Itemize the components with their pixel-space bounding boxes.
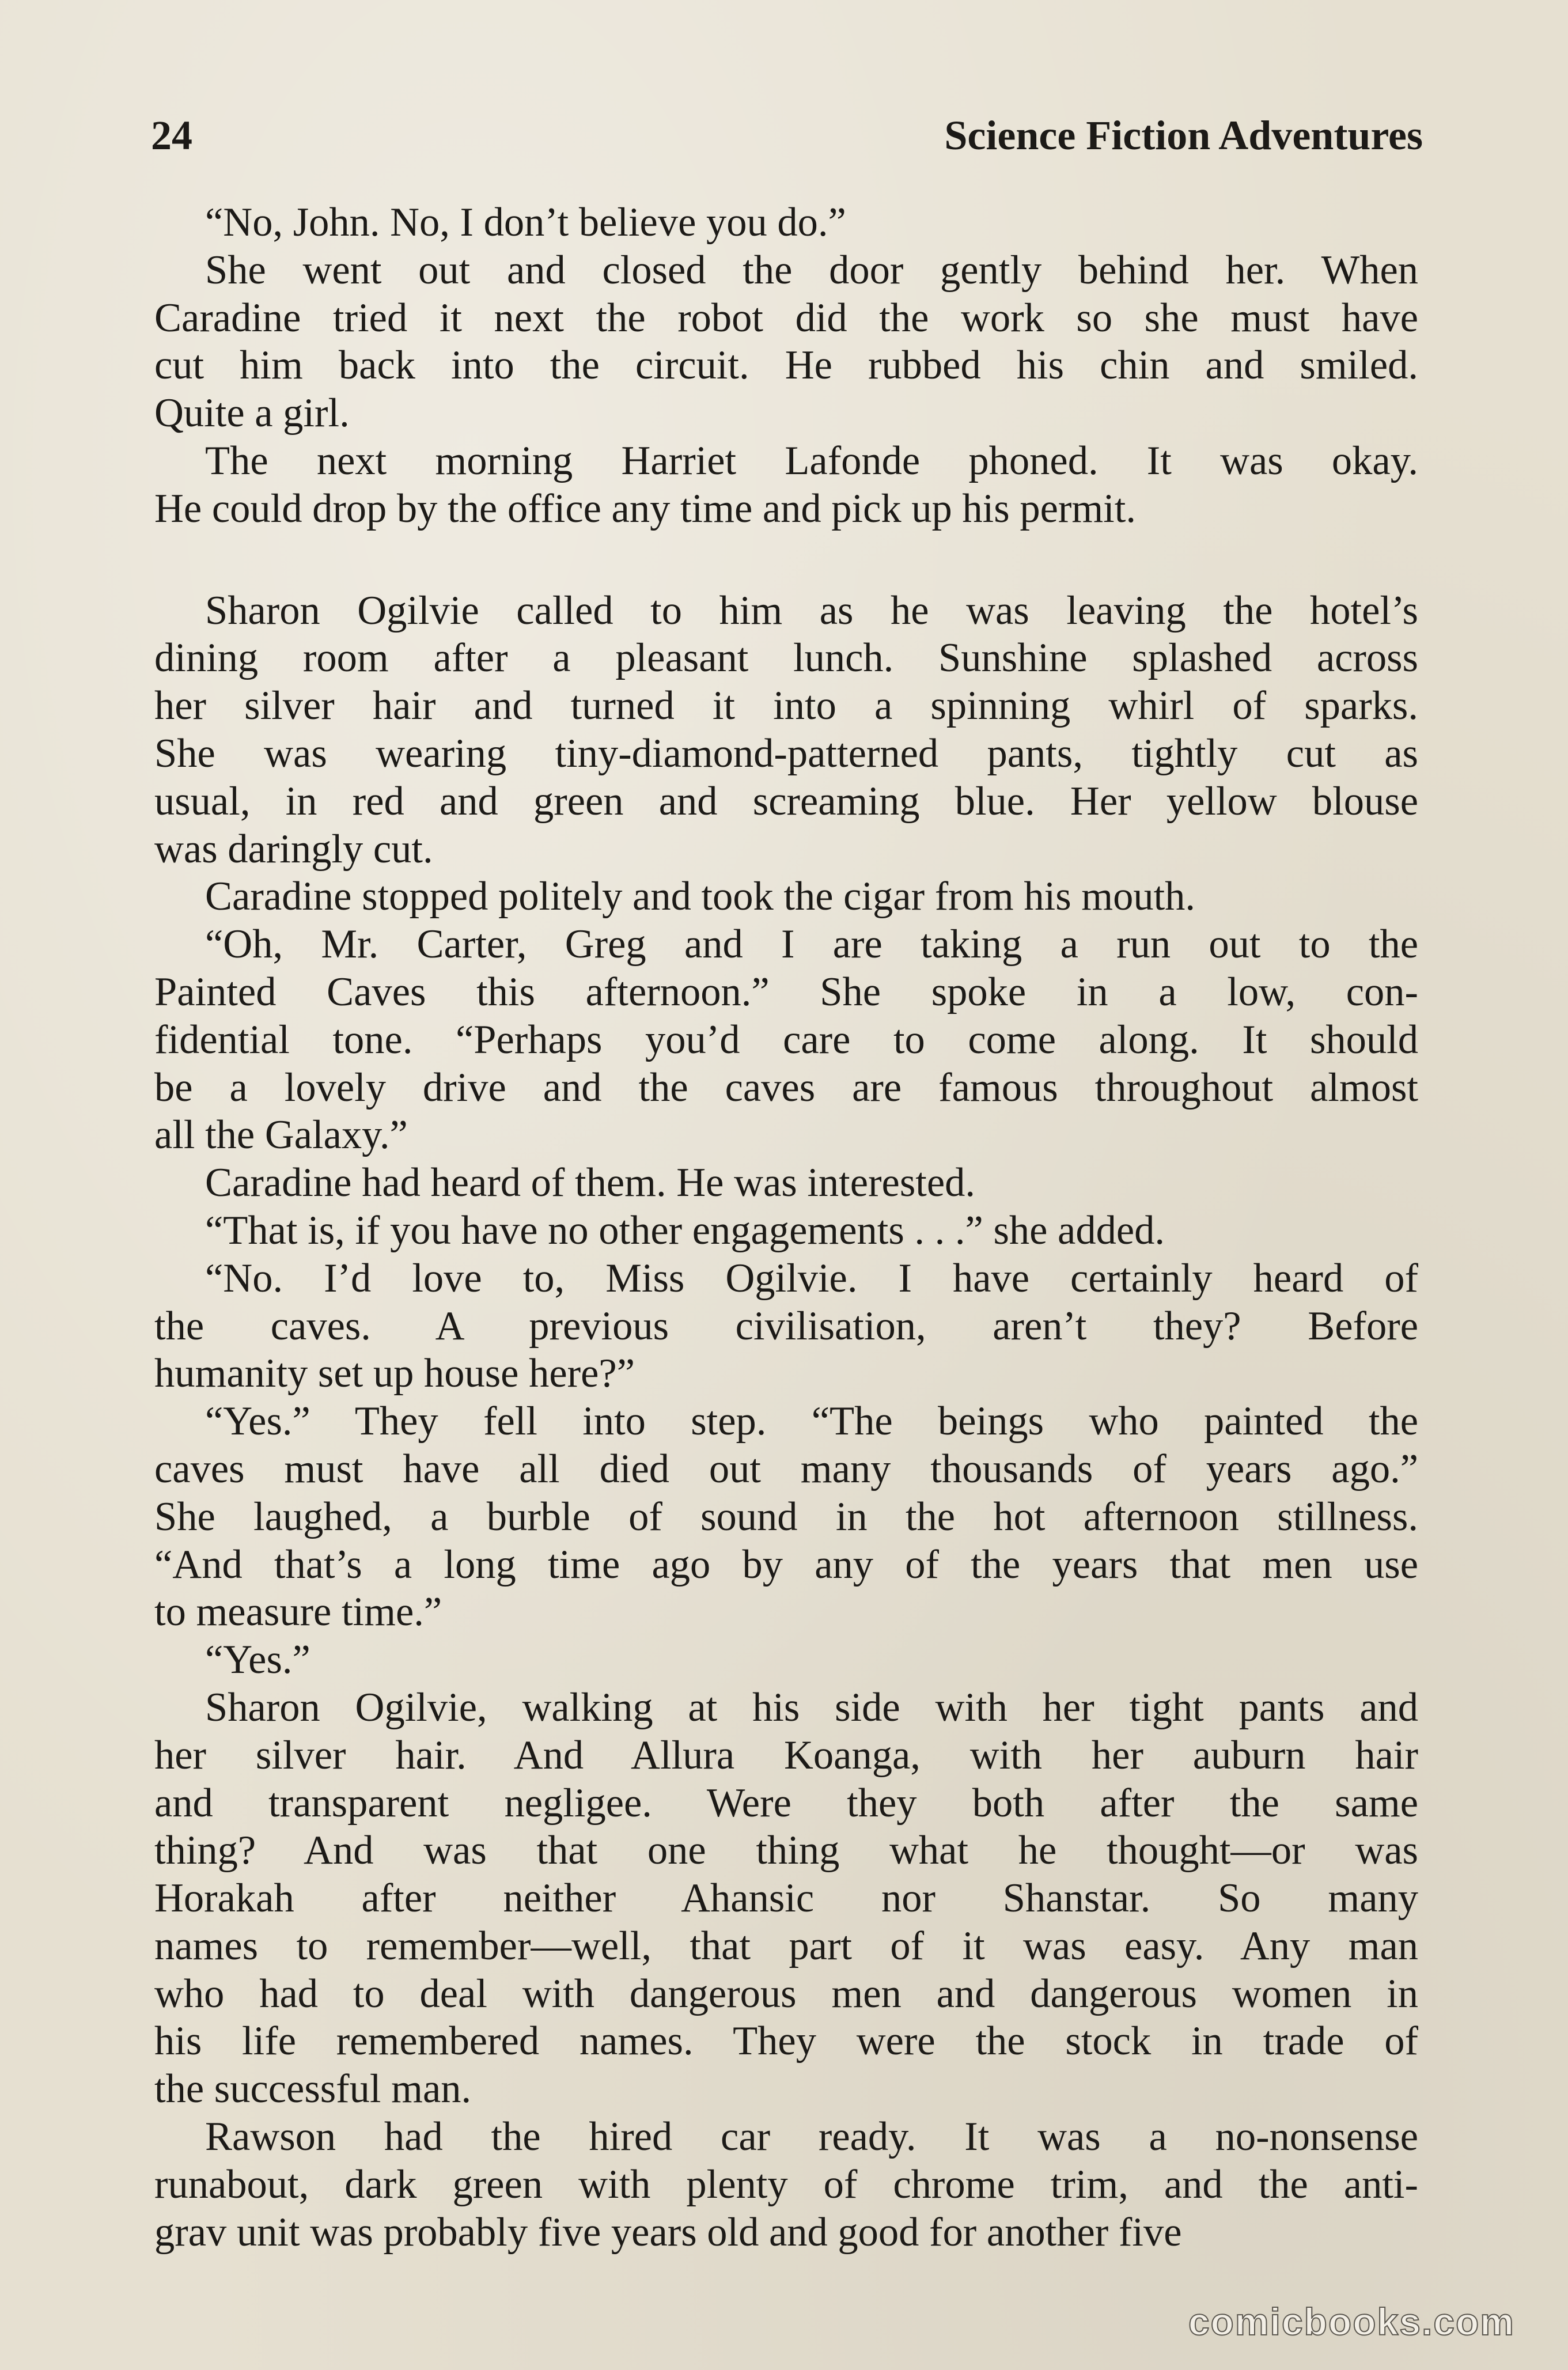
text-line: Sharon Ogilvie, walking at his side with her tight pants and [205,1684,1418,1730]
paragraph [154,1255,1418,1398]
paragraph [154,1398,1418,1636]
text-line: Caradine had heard of them. He was interested. [205,1160,976,1206]
text-line: names to remember—well, that part of it was easy. Any man [154,1923,1418,1968]
text-line: who had to deal with dangerous men and dangerous women in [154,1971,1418,2016]
paragraph [154,1636,1418,1684]
paragraph [154,1159,1418,1207]
text-line: Caradine tried it next the robot did the work so she must have [154,295,1418,340]
text-line: He could drop by the office any time and pick up his permit. [154,486,1136,531]
text-line: was daringly cut. [154,826,433,872]
text-line: her silver hair. And Allura Koanga, with her auburn hair [154,1732,1418,1778]
text-line: Rawson had the hired car ready. It was a no-nonsense [205,2114,1418,2160]
text-line: humanity set up house here?” [154,1351,635,1396]
body-text [154,199,1418,2256]
text-line: caves must have all died out many thousands of years ago.” [154,1446,1418,1491]
text-line: cut him back into the circuit. He rubbed his chin and smiled. [154,343,1418,388]
text-line: Quite a girl. [154,391,350,436]
text-line: fidential tone. “Perhaps you’d care to come along. It should [154,1017,1418,1062]
text-line: her silver hair and turned it into a spinning whirl of sparks. [154,683,1418,729]
text-line: “Yes.” [205,1637,310,1683]
publication-title: Science Fiction Adventures [944,112,1423,158]
paragraph [154,2113,1418,2256]
text-line: Sharon Ogilvie called to him as he was leaving the hotel’s [205,588,1418,633]
text-line: She went out and closed the door gently behind her. When [205,247,1418,293]
text-line: the caves. A previous civilisation, aren’t they? Before [154,1303,1418,1349]
text-line: all the Galaxy.” [154,1112,408,1158]
page-number: 24 [151,112,192,158]
text-line: “No. I’d love to, Miss Ogilvie. I have certainly heard of [205,1255,1418,1301]
text-line: The next morning Harriet Lafonde phoned. It was okay. [205,438,1418,483]
watermark-text: comicbooks.com [1188,2300,1515,2343]
paragraph [154,921,1418,1159]
text-line: Painted Caves this afternoon.” She spoke in a low, con- [154,969,1418,1014]
section-break [154,533,1418,587]
text-line: grav unit was probably five years old and good for another five [154,2209,1182,2255]
text-line: be a lovely drive and the caves are famous throughout almost [154,1065,1418,1110]
text-line: Horakah after neither Ahansic nor Shanstar. So many [154,1876,1418,1921]
text-line: “And that’s a long time ago by any of the years that men use [154,1542,1418,1587]
paragraph [154,437,1418,533]
text-line: She laughed, a burble of sound in the hot afternoon stillness. [154,1494,1418,1539]
text-line: the successful man. [154,2066,472,2112]
text-line: “Yes.” They fell into step. “The beings who painted the [205,1399,1418,1444]
text-line: dining room after a pleasant lunch. Sunshine splashed across [154,635,1418,681]
text-line: “No, John. No, I don’t believe you do.” [205,200,846,245]
paragraph [154,1207,1418,1255]
text-line: runabout, dark green with plenty of chrome trim, and the anti- [154,2161,1418,2207]
text-line: his life remembered names. They were the stock in trade of [154,2019,1418,2064]
paragraph [154,199,1418,247]
text-line: “Oh, Mr. Carter, Greg and I are taking a run out to the [205,922,1418,967]
paragraph [154,1684,1418,2113]
text-line: and transparent negligee. Were they both after the same [154,1780,1418,1826]
text-line: “That is, if you have no other engagements . . .” she added. [205,1207,1165,1253]
text-line: to measure time.” [154,1589,442,1635]
running-header [151,104,1423,167]
paragraph [154,247,1418,437]
paragraph [154,587,1418,873]
text-line: Caradine stopped politely and took the cigar from his mouth. [205,874,1196,919]
text-line: thing? And was that one thing what he thought—or was [154,1828,1418,1873]
text-line: usual, in red and green and screaming blue. Her yellow blouse [154,778,1418,824]
paragraph [154,873,1418,921]
text-line: She was wearing tiny-diamond-patterned pants, tightly cut as [154,730,1418,776]
